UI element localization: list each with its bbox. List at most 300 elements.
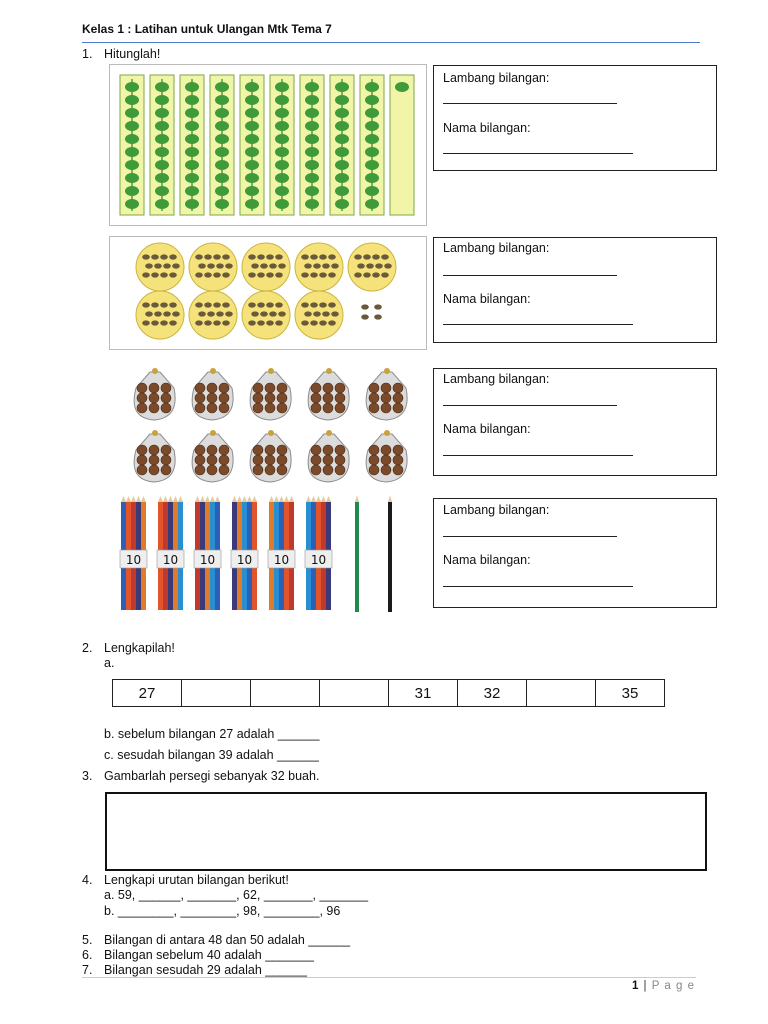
cookie-icon xyxy=(393,465,403,475)
bean-icon xyxy=(160,272,168,277)
cookie-icon xyxy=(207,445,217,455)
bean-icon xyxy=(310,254,318,259)
cookie-icon xyxy=(253,383,263,393)
page-footer xyxy=(632,980,695,992)
bean-icon xyxy=(251,311,259,316)
cookie-icon xyxy=(369,445,379,455)
bean-icon xyxy=(169,254,177,259)
pencil-tip xyxy=(131,496,136,502)
bean-icon xyxy=(361,304,369,309)
bean-icon xyxy=(257,320,265,325)
cookie-icon xyxy=(137,403,147,413)
pencil-tip xyxy=(284,496,289,502)
leaf-icon xyxy=(275,134,289,144)
leaf-icon xyxy=(125,186,139,196)
pencil-tip xyxy=(126,496,131,502)
cookie-icon xyxy=(253,465,263,475)
cookie-bags-drawing xyxy=(120,362,420,486)
bean-icon xyxy=(304,263,312,268)
lambang-label: Lambang bilangan: xyxy=(443,503,550,517)
bean-icon xyxy=(319,272,327,277)
bean-icon xyxy=(222,254,230,259)
pencil-tip xyxy=(163,496,168,502)
nama-answer-line[interactable] xyxy=(443,153,633,154)
cookie-icon xyxy=(161,403,171,413)
leaf-icon xyxy=(305,82,319,92)
footer-separator: | xyxy=(643,980,648,992)
header-divider xyxy=(82,42,700,43)
bean-icon xyxy=(331,263,339,268)
bean-icon xyxy=(372,272,380,277)
bean-icon xyxy=(145,311,153,316)
bean-icon xyxy=(151,320,159,325)
leaf-icon xyxy=(155,199,169,209)
bean-icon xyxy=(266,254,274,259)
leaf-icon xyxy=(305,147,319,157)
pencil-tip xyxy=(173,496,178,502)
nama-label: Nama bilangan: xyxy=(443,292,531,306)
pencil-tip xyxy=(141,496,146,502)
cookie-icon xyxy=(323,403,333,413)
cookie-icon xyxy=(265,465,275,475)
cookie-icon xyxy=(149,393,159,403)
bean-icon xyxy=(322,263,330,268)
cookie-icon xyxy=(195,465,205,475)
bean-icon xyxy=(160,302,168,307)
leaf-icon xyxy=(365,134,379,144)
cookie-icon xyxy=(219,383,229,393)
cookie-icon xyxy=(149,465,159,475)
bean-icon xyxy=(257,302,265,307)
bean-icon xyxy=(322,311,330,316)
question-text: Hitunglah! xyxy=(104,47,161,61)
leaf-icon xyxy=(185,82,199,92)
question-4-part-a: a. 59, ______, _______, 62, _______, _______ xyxy=(104,888,369,902)
sequence-cell-blank[interactable] xyxy=(320,680,389,707)
bean-plates-drawing xyxy=(110,237,426,349)
leaf-icon xyxy=(215,95,229,105)
leaf-icon xyxy=(125,82,139,92)
leaf-icon xyxy=(125,199,139,209)
bean-icon xyxy=(275,320,283,325)
cookie-icon xyxy=(369,465,379,475)
leaf-icon xyxy=(305,134,319,144)
bean-icon xyxy=(301,272,309,277)
bean-icon xyxy=(222,272,230,277)
cookie-bags-picture xyxy=(120,362,420,486)
cookie-icon xyxy=(277,445,287,455)
question-2 xyxy=(82,641,175,655)
nama-answer-line[interactable] xyxy=(443,455,633,456)
pencil-tip xyxy=(215,496,220,502)
cookie-icon xyxy=(277,403,287,413)
bean-icon xyxy=(319,302,327,307)
bean-plates-picture xyxy=(109,236,427,350)
question-7 xyxy=(82,963,307,977)
bean-icon xyxy=(151,272,159,277)
cookie-icon xyxy=(137,465,147,475)
bag-tie-icon xyxy=(384,430,390,436)
bean-icon xyxy=(278,311,286,316)
bean-icon xyxy=(384,263,392,268)
pencil-tip xyxy=(289,496,294,502)
bean-icon xyxy=(361,314,369,319)
cookie-icon xyxy=(381,393,391,403)
cookie-icon xyxy=(381,455,391,465)
leaf-icon xyxy=(185,121,199,131)
bag-tie-icon xyxy=(326,368,332,374)
bean-icon xyxy=(301,254,309,259)
bundle-label: 10 xyxy=(310,553,327,567)
cookie-icon xyxy=(311,383,321,393)
cookie-icon xyxy=(277,393,287,403)
question-2-part-b: b. sebelum bilangan 27 adalah ______ xyxy=(104,727,320,741)
bean-icon xyxy=(310,302,318,307)
bean-icon xyxy=(195,272,203,277)
cookie-icon xyxy=(311,403,321,413)
cookie-icon xyxy=(335,383,345,393)
pencil-tip xyxy=(316,496,321,502)
bean-icon xyxy=(222,320,230,325)
question-text: Bilangan sebelum 40 adalah _______ xyxy=(104,948,314,962)
pencil-tip xyxy=(178,496,183,502)
leaf-icon xyxy=(335,199,349,209)
cookie-icon xyxy=(277,455,287,465)
question-number: 2. xyxy=(82,641,93,655)
leaf-icon xyxy=(245,147,259,157)
bean-icon xyxy=(319,320,327,325)
leaf-icon xyxy=(335,160,349,170)
leaf-icon xyxy=(185,160,199,170)
leaf-icon xyxy=(245,82,259,92)
bag-tie-icon xyxy=(210,368,216,374)
cookie-icon xyxy=(369,455,379,465)
leaf-icon xyxy=(305,186,319,196)
bundle-label: 10 xyxy=(199,553,216,567)
question-text: Bilangan sesudah 29 adalah ______ xyxy=(104,963,307,977)
bean-icon xyxy=(374,314,382,319)
bag-tie-icon xyxy=(268,368,274,374)
leaf-icon xyxy=(125,134,139,144)
pencil-tip xyxy=(136,496,141,502)
leaf-icon xyxy=(275,82,289,92)
bean-icon xyxy=(331,311,339,316)
leaf-icon xyxy=(215,147,229,157)
cookie-icon xyxy=(311,465,321,475)
bean-icon xyxy=(151,302,159,307)
bean-icon xyxy=(278,263,286,268)
cookie-icon xyxy=(381,465,391,475)
leaf-icon xyxy=(365,186,379,196)
leaf-icon xyxy=(215,134,229,144)
question-number: 7. xyxy=(82,963,93,977)
leaf-icon xyxy=(215,121,229,131)
cookie-icon xyxy=(393,393,403,403)
nama-label: Nama bilangan: xyxy=(443,553,531,567)
leaf-icon xyxy=(275,173,289,183)
bean-icon xyxy=(301,320,309,325)
cookie-icon xyxy=(265,393,275,403)
cookie-icon xyxy=(207,383,217,393)
bean-icon xyxy=(222,302,230,307)
question-4 xyxy=(82,873,289,887)
question-5 xyxy=(82,933,350,947)
pencil-tip xyxy=(388,495,392,502)
sequence-cell: 32 xyxy=(458,680,527,707)
leaf-icon xyxy=(245,186,259,196)
leaf-icon xyxy=(275,121,289,131)
leaf-icon xyxy=(245,173,259,183)
leaf-icon xyxy=(155,108,169,118)
lambang-answer-line[interactable] xyxy=(443,536,617,537)
leaf-icon xyxy=(335,121,349,131)
bean-icon xyxy=(204,272,212,277)
bean-icon xyxy=(257,272,265,277)
sequence-cell-blank[interactable] xyxy=(251,680,320,707)
cookie-icon xyxy=(277,465,287,475)
pencil-tip xyxy=(195,496,200,502)
cookie-icon xyxy=(335,403,345,413)
bean-icon xyxy=(301,302,309,307)
nama-answer-line[interactable] xyxy=(443,586,633,587)
bean-icon xyxy=(172,311,180,316)
pencil-tip xyxy=(274,496,279,502)
leaf-strips-picture xyxy=(109,64,427,226)
bundle-label: 10 xyxy=(236,553,253,567)
bean-icon xyxy=(251,263,259,268)
bean-icon xyxy=(381,272,389,277)
leaf-icon xyxy=(275,186,289,196)
leaf-icon xyxy=(125,108,139,118)
bean-icon xyxy=(248,272,256,277)
bean-icon xyxy=(313,311,321,316)
cookie-icon xyxy=(161,393,171,403)
bean-icon xyxy=(328,254,336,259)
cookie-icon xyxy=(265,455,275,465)
sequence-cell: 31 xyxy=(389,680,458,707)
bean-icon xyxy=(169,320,177,325)
bean-icon xyxy=(363,272,371,277)
bean-icon xyxy=(372,254,380,259)
leaf-icon xyxy=(185,173,199,183)
bean-icon xyxy=(313,263,321,268)
bean-icon xyxy=(266,272,274,277)
cookie-icon xyxy=(137,383,147,393)
leaf-icon xyxy=(155,82,169,92)
pencil-tip xyxy=(168,496,173,502)
bean-icon xyxy=(198,263,206,268)
cookie-icon xyxy=(323,465,333,475)
cookie-icon xyxy=(207,403,217,413)
cookie-icon xyxy=(195,445,205,455)
cookie-icon xyxy=(207,465,217,475)
drawing-area[interactable] xyxy=(105,792,707,871)
cookie-icon xyxy=(369,393,379,403)
leaf-icon xyxy=(275,199,289,209)
cookie-icon xyxy=(393,445,403,455)
answer-box-2 xyxy=(433,237,717,343)
pencil-tip xyxy=(200,496,205,502)
cookie-icon xyxy=(393,455,403,465)
bean-icon xyxy=(213,272,221,277)
cookie-icon xyxy=(323,455,333,465)
leaf-icon xyxy=(155,186,169,196)
question-3 xyxy=(82,769,319,783)
nama-answer-line[interactable] xyxy=(443,324,633,325)
bean-icon xyxy=(269,263,277,268)
cookie-icon xyxy=(149,455,159,465)
leaf-strips-drawing xyxy=(110,65,426,225)
sequence-cell-blank[interactable] xyxy=(182,680,251,707)
nama-label: Nama bilangan: xyxy=(443,422,531,436)
bean-icon xyxy=(248,302,256,307)
question-4-part-b: b. ________, ________, 98, ________, 96 xyxy=(104,904,341,918)
cookie-icon xyxy=(335,393,345,403)
leaf-icon xyxy=(245,134,259,144)
leaf-icon xyxy=(335,186,349,196)
bean-icon xyxy=(160,254,168,259)
cookie-icon xyxy=(219,465,229,475)
bean-icon xyxy=(319,254,327,259)
cookie-icon xyxy=(253,445,263,455)
answer-box-1 xyxy=(433,65,717,171)
cookie-icon xyxy=(381,403,391,413)
leaf-icon xyxy=(125,121,139,131)
leaf-icon xyxy=(215,173,229,183)
cookie-icon xyxy=(265,445,275,455)
question-number: 3. xyxy=(82,769,93,783)
bean-icon xyxy=(204,302,212,307)
cookie-icon xyxy=(323,393,333,403)
page-number: 1 xyxy=(631,980,640,992)
cookie-icon xyxy=(161,465,171,475)
question-text: Bilangan di antara 48 dan 50 adalah ______ xyxy=(104,933,351,947)
leaf-icon xyxy=(185,95,199,105)
leaf-icon xyxy=(365,82,379,92)
bag-tie-icon xyxy=(210,430,216,436)
lambang-label: Lambang bilangan: xyxy=(443,372,550,386)
bean-icon xyxy=(257,254,265,259)
leaf-icon xyxy=(365,121,379,131)
lambang-label: Lambang bilangan: xyxy=(443,241,550,255)
bag-tie-icon xyxy=(152,430,158,436)
bean-icon xyxy=(363,254,371,259)
leaf-icon xyxy=(335,95,349,105)
leaf-icon xyxy=(125,95,139,105)
question-number: 4. xyxy=(82,873,93,887)
bean-icon xyxy=(304,311,312,316)
bundle-label: 10 xyxy=(125,553,142,567)
bean-icon xyxy=(213,254,221,259)
leaf-icon xyxy=(335,134,349,144)
question-text: Gambarlah persegi sebanyak 32 buah. xyxy=(104,769,320,783)
bean-icon xyxy=(195,320,203,325)
question-text: Lengkapi urutan bilangan berikut! xyxy=(104,873,289,887)
cookie-icon xyxy=(277,383,287,393)
leaf-icon xyxy=(185,186,199,196)
leaf-icon xyxy=(305,95,319,105)
leaf-icon xyxy=(365,199,379,209)
cookie-icon xyxy=(311,393,321,403)
cookie-icon xyxy=(195,393,205,403)
leaf-icon xyxy=(215,186,229,196)
bean-icon xyxy=(310,272,318,277)
bean-icon xyxy=(142,272,150,277)
cookie-icon xyxy=(393,383,403,393)
bean-icon xyxy=(354,254,362,259)
bean-icon xyxy=(381,254,389,259)
question-2-part-a: a. xyxy=(104,656,115,670)
bean-icon xyxy=(260,263,268,268)
leaf-icon xyxy=(275,108,289,118)
bean-icon xyxy=(207,263,215,268)
lambang-answer-line[interactable] xyxy=(443,405,617,406)
leaf-icon xyxy=(155,121,169,131)
cookie-icon xyxy=(253,393,263,403)
number-sequence-table xyxy=(112,679,665,707)
lambang-answer-line[interactable] xyxy=(443,275,617,276)
bean-icon xyxy=(275,302,283,307)
bean-icon xyxy=(248,254,256,259)
bean-icon xyxy=(354,272,362,277)
question-6 xyxy=(82,948,314,962)
cookie-icon xyxy=(219,455,229,465)
bag-tie-icon xyxy=(152,368,158,374)
bean-icon xyxy=(357,263,365,268)
bundle-label: 10 xyxy=(273,553,290,567)
bean-icon xyxy=(328,320,336,325)
cookie-icon xyxy=(149,403,159,413)
bean-icon xyxy=(204,320,212,325)
leaf-icon xyxy=(125,160,139,170)
pencil-tip xyxy=(326,496,331,502)
cookie-icon xyxy=(207,393,217,403)
bean-icon xyxy=(204,254,212,259)
leaf-icon xyxy=(335,147,349,157)
bean-icon xyxy=(366,263,374,268)
cookie-icon xyxy=(207,455,217,465)
cookie-icon xyxy=(253,455,263,465)
bean-icon xyxy=(160,320,168,325)
pencil-tip xyxy=(205,496,210,502)
bean-icon xyxy=(142,302,150,307)
bean-icon xyxy=(207,311,215,316)
lambang-answer-line[interactable] xyxy=(443,103,617,104)
bag-tie-icon xyxy=(268,430,274,436)
leaf-icon xyxy=(335,173,349,183)
bean-icon xyxy=(328,302,336,307)
question-text: Lengkapilah! xyxy=(104,641,175,655)
leaf-strip xyxy=(390,75,414,215)
leaf-icon xyxy=(215,82,229,92)
leaf-icon xyxy=(395,82,409,92)
leaf-icon xyxy=(155,147,169,157)
sequence-cell-blank[interactable] xyxy=(527,680,596,707)
question-2-part-c: c. sesudah bilangan 39 adalah ______ xyxy=(104,748,319,762)
cookie-icon xyxy=(149,445,159,455)
cookie-icon xyxy=(219,403,229,413)
lambang-label: Lambang bilangan: xyxy=(443,71,550,85)
bean-icon xyxy=(198,311,206,316)
cookie-icon xyxy=(219,393,229,403)
bean-icon xyxy=(142,254,150,259)
bean-icon xyxy=(269,311,277,316)
question-number: 5. xyxy=(82,933,93,947)
bean-icon xyxy=(275,254,283,259)
bean-icon xyxy=(260,311,268,316)
bean-icon xyxy=(248,320,256,325)
nama-label: Nama bilangan: xyxy=(443,121,531,135)
